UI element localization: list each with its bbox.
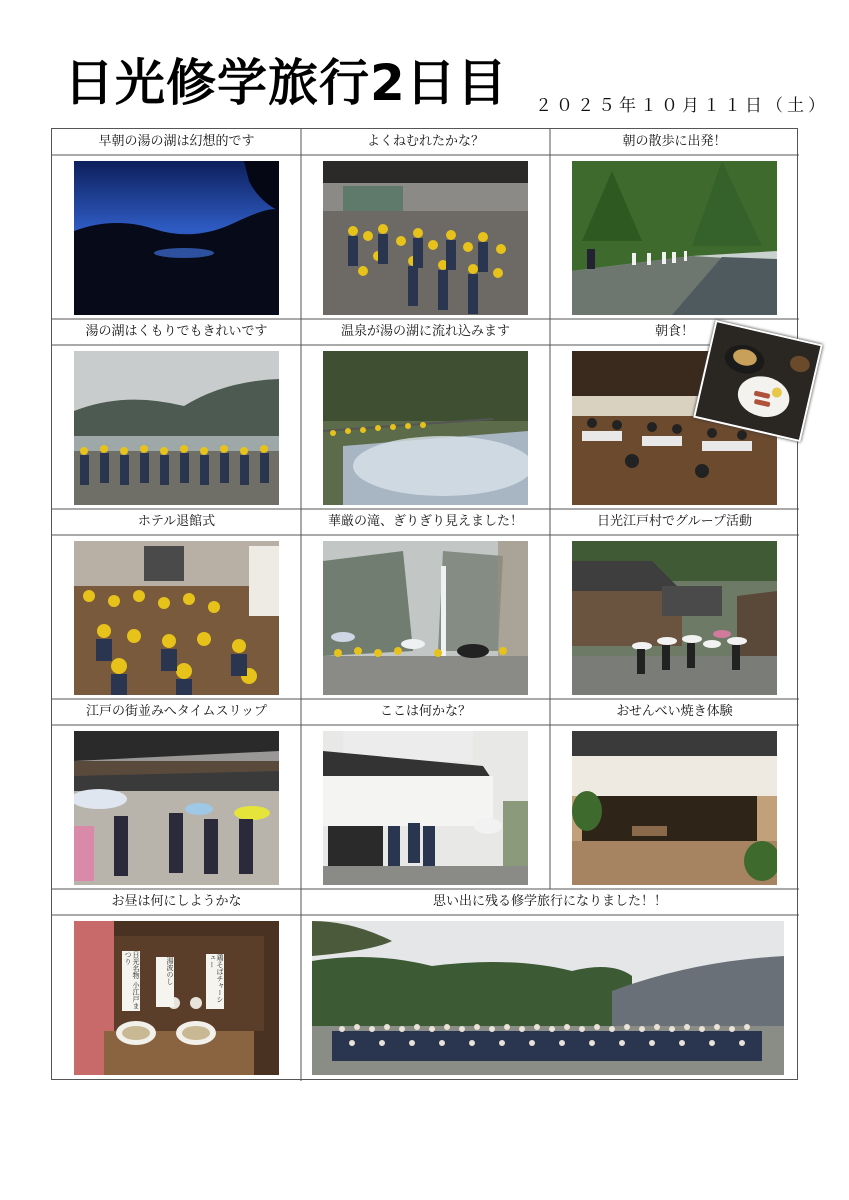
page-title: 日光修学旅行2日目 — [64, 54, 508, 112]
caption-memories: 思い出に残る修学旅行になりました！！ — [432, 894, 667, 909]
menu-sign-2: 湯波のし — [156, 957, 174, 1007]
caption-good-sleep: よくねむれたかな？ — [366, 134, 484, 149]
caption-hot-spring: 温泉が湯の湖に流れ込みます — [340, 324, 510, 339]
hot-spring-photo — [323, 351, 528, 505]
caption-lunch: お昼は何にしようかな — [111, 894, 242, 909]
edo-building-photo — [323, 731, 528, 885]
group-photo — [312, 921, 784, 1075]
caption-morning-walk: 朝の散歩に出発！ — [622, 134, 727, 149]
caption-hotel-ceremony: ホテル退館式 — [137, 514, 216, 529]
caption-kegon-falls: 華厳の滝、ぎりぎり見えました！ — [327, 514, 523, 529]
photo-grid — [51, 128, 798, 1080]
caption-cloudy-lake: 湯の湖はくもりでもきれいです — [85, 324, 268, 339]
caption-edo-street: 江戸の街並みへタイムスリップ — [86, 704, 267, 719]
edo-village-photo — [572, 541, 777, 695]
edo-street-photo — [74, 731, 279, 885]
morning-walk-photo — [572, 161, 777, 315]
kegon-falls-photo — [323, 541, 528, 695]
menu-sign-1: 日光名物 小江戸まつり — [124, 951, 140, 1010]
caption-dawn-lake: 早朝の湯の湖は幻想的です — [98, 134, 255, 149]
senbei-shop-photo — [572, 731, 777, 885]
dawn-lake-photo — [74, 161, 279, 315]
students-gathering-photo — [323, 161, 528, 315]
cloudy-lake-photo — [74, 351, 279, 505]
caption-breakfast: 朝食！ — [654, 324, 694, 339]
caption-senbei: おせんべい焼き体験 — [616, 704, 733, 719]
caption-what-is-this: ここは何かな？ — [379, 704, 471, 719]
hotel-ceremony-photo — [74, 541, 279, 695]
trip-date: ２０２５年１０月１１日（土） — [535, 96, 829, 116]
caption-edo-village: 日光江戸村でグループ活動 — [597, 514, 752, 529]
lunch-menu-photo — [74, 921, 279, 1075]
menu-sign-3: 鶏そばチャーシュー — [206, 954, 224, 1009]
